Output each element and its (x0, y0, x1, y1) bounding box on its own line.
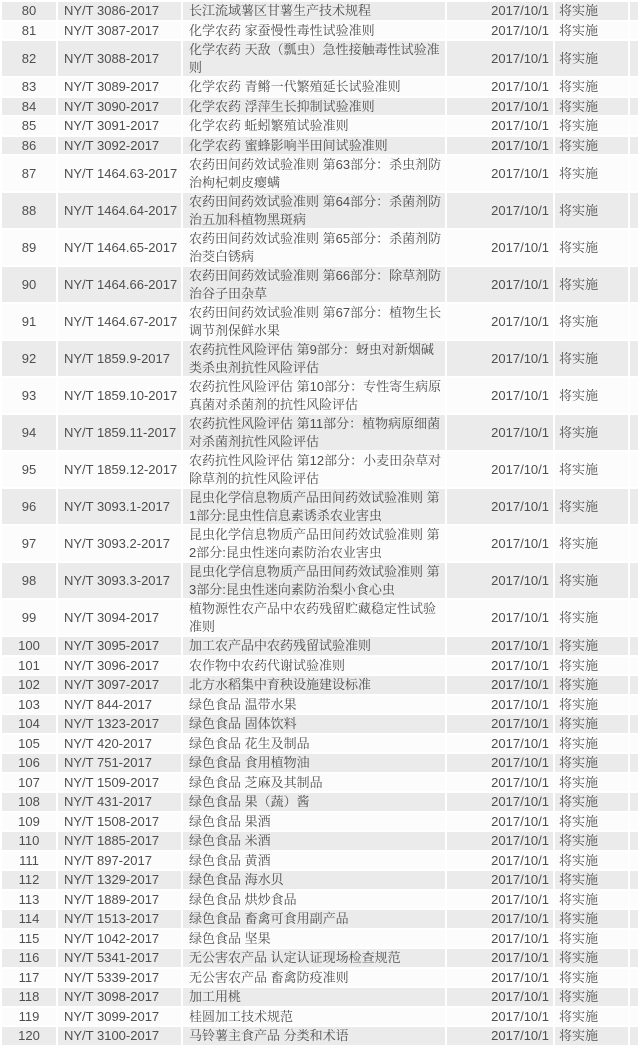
spacer-cell (630, 637, 638, 655)
standard-name-cell: 桂圆加工技术规范 (183, 1008, 445, 1026)
spacer-cell (630, 910, 638, 928)
standard-code-cell: NY/T 751-2017 (58, 754, 181, 772)
status-cell: 将实施 (555, 193, 628, 228)
status-cell: 将实施 (555, 891, 628, 909)
table-row (2, 715, 638, 733)
status-cell: 将实施 (555, 341, 628, 376)
table-row (2, 774, 638, 792)
effective-date-cell: 2017/10/1 (447, 341, 553, 376)
effective-date-cell: 2017/10/1 (447, 41, 553, 76)
spacer-cell (630, 969, 638, 987)
effective-date-cell: 2017/10/1 (447, 813, 553, 831)
spacer-cell (630, 676, 638, 694)
spacer-cell (630, 304, 638, 339)
standard-name-cell: 绿色食品 畜禽可食用副产品 (183, 910, 445, 928)
standard-name-cell: 农药田间药效试验准则 第63部分：杀虫剂防治枸杞刺皮瘿螨 (183, 156, 445, 191)
table-row (2, 193, 638, 228)
effective-date-cell: 2017/10/1 (447, 230, 553, 265)
row-index-cell: 102 (2, 676, 56, 694)
standard-code-cell: NY/T 1464.63-2017 (58, 156, 181, 191)
row-index-cell: 109 (2, 813, 56, 831)
status-cell: 将实施 (555, 832, 628, 850)
spacer-cell (630, 22, 638, 40)
table-row (2, 600, 638, 635)
standard-name-cell: 昆虫化学信息物质产品田间药效试验准则 第3部分:昆虫性迷向素防治梨小食心虫 (183, 563, 445, 598)
spacer-cell (630, 98, 638, 116)
table-row (2, 871, 638, 889)
row-index-cell: 118 (2, 988, 56, 1006)
standard-code-cell: NY/T 3098-2017 (58, 988, 181, 1006)
effective-date-cell: 2017/10/1 (447, 117, 553, 135)
table-row (2, 22, 638, 40)
spacer-cell (630, 415, 638, 450)
effective-date-cell: 2017/10/1 (447, 930, 553, 948)
table-row (2, 452, 638, 487)
effective-date-cell: 2017/10/1 (447, 891, 553, 909)
row-index-cell: 83 (2, 78, 56, 96)
spacer-cell (630, 1027, 638, 1045)
table-row (2, 78, 638, 96)
spacer-cell (630, 117, 638, 135)
status-cell: 将实施 (555, 696, 628, 714)
standard-name-cell: 化学农药 蜜蜂影响半田间试验准则 (183, 137, 445, 155)
effective-date-cell: 2017/10/1 (447, 949, 553, 967)
standard-name-cell: 绿色食品 芝麻及其制品 (183, 774, 445, 792)
standard-code-cell: NY/T 3092-2017 (58, 137, 181, 155)
spacer-cell (630, 1008, 638, 1026)
status-cell: 将实施 (555, 715, 628, 733)
row-index-cell: 108 (2, 793, 56, 811)
spacer-cell (630, 891, 638, 909)
standard-code-cell: NY/T 3091-2017 (58, 117, 181, 135)
status-cell: 将实施 (555, 871, 628, 889)
spacer-cell (630, 341, 638, 376)
standard-name-cell: 化学农药 家蚕慢性毒性试验准则 (183, 22, 445, 40)
standard-name-cell: 农药抗性风险评估 第11部分：植物病原细菌对杀菌剂抗性风险评估 (183, 415, 445, 450)
spacer-cell (630, 754, 638, 772)
standard-code-cell: NY/T 420-2017 (58, 735, 181, 753)
table-row (2, 754, 638, 772)
status-cell: 将实施 (555, 378, 628, 413)
standard-code-cell: NY/T 3093.1-2017 (58, 489, 181, 524)
table-row (2, 41, 638, 76)
standard-name-cell: 北方水稻集中育秧设施建设标准 (183, 676, 445, 694)
status-cell: 将实施 (555, 930, 628, 948)
standard-code-cell: NY/T 3093.2-2017 (58, 526, 181, 561)
effective-date-cell: 2017/10/1 (447, 637, 553, 655)
standard-name-cell: 绿色食品 食用植物油 (183, 754, 445, 772)
standard-code-cell: NY/T 3090-2017 (58, 98, 181, 116)
effective-date-cell: 2017/10/1 (447, 969, 553, 987)
table-row (2, 98, 638, 116)
standard-name-cell: 农药田间药效试验准则 第64部分：杀菌剂防治五加科植物黑斑病 (183, 193, 445, 228)
effective-date-cell: 2017/10/1 (447, 735, 553, 753)
status-cell: 将实施 (555, 78, 628, 96)
status-cell: 将实施 (555, 98, 628, 116)
table-row (2, 378, 638, 413)
standard-code-cell: NY/T 3094-2017 (58, 600, 181, 635)
table-row (2, 949, 638, 967)
effective-date-cell: 2017/10/1 (447, 415, 553, 450)
row-index-cell: 100 (2, 637, 56, 655)
status-cell: 将实施 (555, 793, 628, 811)
standard-name-cell: 植物源性农产品中农药残留贮藏稳定性试验准则 (183, 600, 445, 635)
standard-name-cell: 化学农药 青鳉一代繁殖延长试验准则 (183, 78, 445, 96)
row-index-cell: 110 (2, 832, 56, 850)
table-row (2, 676, 638, 694)
row-index-cell: 90 (2, 267, 56, 302)
status-cell: 将实施 (555, 852, 628, 870)
effective-date-cell: 2017/10/1 (447, 657, 553, 675)
standard-code-cell: NY/T 3087-2017 (58, 22, 181, 40)
spacer-cell (630, 563, 638, 598)
status-cell: 将实施 (555, 267, 628, 302)
row-index-cell: 93 (2, 378, 56, 413)
row-index-cell: 82 (2, 41, 56, 76)
spacer-cell (630, 193, 638, 228)
standard-code-cell: NY/T 1513-2017 (58, 910, 181, 928)
table-row (2, 969, 638, 987)
spacer-cell (630, 715, 638, 733)
row-index-cell: 96 (2, 489, 56, 524)
status-cell: 将实施 (555, 637, 628, 655)
effective-date-cell: 2017/10/1 (447, 378, 553, 413)
table-row (2, 1027, 638, 1045)
status-cell: 将实施 (555, 22, 628, 40)
status-cell: 将实施 (555, 949, 628, 967)
standard-name-cell: 绿色食品 海水贝 (183, 871, 445, 889)
standard-code-cell: NY/T 1859.10-2017 (58, 378, 181, 413)
spacer-cell (630, 696, 638, 714)
status-cell: 将实施 (555, 988, 628, 1006)
standard-name-cell: 绿色食品 黄酒 (183, 852, 445, 870)
standard-code-cell: NY/T 1889-2017 (58, 891, 181, 909)
table-row (2, 2, 638, 20)
spacer-cell (630, 2, 638, 20)
spacer-cell (630, 793, 638, 811)
standards-table-body (2, 2, 638, 1045)
standard-name-cell: 农药田间药效试验准则 第65部分：杀菌剂防治茭白锈病 (183, 230, 445, 265)
spacer-cell (630, 871, 638, 889)
row-index-cell: 81 (2, 22, 56, 40)
standard-code-cell: NY/T 3089-2017 (58, 78, 181, 96)
effective-date-cell: 2017/10/1 (447, 832, 553, 850)
standard-code-cell: NY/T 1329-2017 (58, 871, 181, 889)
standard-code-cell: NY/T 844-2017 (58, 696, 181, 714)
table-row (2, 1008, 638, 1026)
spacer-cell (630, 813, 638, 831)
standard-name-cell: 加工农产品中农药残留试验准则 (183, 637, 445, 655)
status-cell: 将实施 (555, 304, 628, 339)
row-index-cell: 84 (2, 98, 56, 116)
spacer-cell (630, 735, 638, 753)
standard-code-cell: NY/T 1464.64-2017 (58, 193, 181, 228)
table-row (2, 891, 638, 909)
status-cell: 将实施 (555, 563, 628, 598)
status-cell: 将实施 (555, 41, 628, 76)
effective-date-cell: 2017/10/1 (447, 600, 553, 635)
row-index-cell: 115 (2, 930, 56, 948)
table-row (2, 832, 638, 850)
table-row (2, 137, 638, 155)
standard-code-cell: NY/T 5339-2017 (58, 969, 181, 987)
row-index-cell: 87 (2, 156, 56, 191)
row-index-cell: 103 (2, 696, 56, 714)
effective-date-cell: 2017/10/1 (447, 563, 553, 598)
effective-date-cell: 2017/10/1 (447, 526, 553, 561)
effective-date-cell: 2017/10/1 (447, 489, 553, 524)
row-index-cell: 106 (2, 754, 56, 772)
effective-date-cell: 2017/10/1 (447, 304, 553, 339)
row-index-cell: 99 (2, 600, 56, 635)
standard-name-cell: 农药田间药效试验准则 第66部分：除草剂防治谷子田杂草 (183, 267, 445, 302)
standard-name-cell: 无公害农产品 畜禽防疫准则 (183, 969, 445, 987)
standard-code-cell: NY/T 1464.66-2017 (58, 267, 181, 302)
standard-code-cell: NY/T 3096-2017 (58, 657, 181, 675)
effective-date-cell: 2017/10/1 (447, 715, 553, 733)
effective-date-cell: 2017/10/1 (447, 910, 553, 928)
spacer-cell (630, 852, 638, 870)
status-cell: 将实施 (555, 774, 628, 792)
effective-date-cell: 2017/10/1 (447, 774, 553, 792)
effective-date-cell: 2017/10/1 (447, 1008, 553, 1026)
spacer-cell (630, 78, 638, 96)
row-index-cell: 98 (2, 563, 56, 598)
status-cell: 将实施 (555, 813, 628, 831)
spacer-cell (630, 452, 638, 487)
spacer-cell (630, 526, 638, 561)
status-cell: 将实施 (555, 676, 628, 694)
standard-code-cell: NY/T 3093.3-2017 (58, 563, 181, 598)
spacer-cell (630, 156, 638, 191)
spacer-cell (630, 930, 638, 948)
effective-date-cell: 2017/10/1 (447, 452, 553, 487)
row-index-cell: 94 (2, 415, 56, 450)
standard-name-cell: 农药抗性风险评估 第12部分：小麦田杂草对除草剂的抗性风险评估 (183, 452, 445, 487)
effective-date-cell: 2017/10/1 (447, 78, 553, 96)
standard-name-cell: 化学农药 浮萍生长抑制试验准则 (183, 98, 445, 116)
standard-code-cell: NY/T 3086-2017 (58, 2, 181, 20)
spacer-cell (630, 41, 638, 76)
effective-date-cell: 2017/10/1 (447, 137, 553, 155)
effective-date-cell: 2017/10/1 (447, 676, 553, 694)
table-row (2, 930, 638, 948)
standard-code-cell: NY/T 5341-2017 (58, 949, 181, 967)
standard-code-cell: NY/T 1509-2017 (58, 774, 181, 792)
table-row (2, 117, 638, 135)
status-cell: 将实施 (555, 600, 628, 635)
effective-date-cell: 2017/10/1 (447, 267, 553, 302)
status-cell: 将实施 (555, 1008, 628, 1026)
standard-code-cell: NY/T 1464.65-2017 (58, 230, 181, 265)
standard-name-cell: 无公害农产品 认定认证现场检查规范 (183, 949, 445, 967)
effective-date-cell: 2017/10/1 (447, 793, 553, 811)
effective-date-cell: 2017/10/1 (447, 98, 553, 116)
table-row (2, 852, 638, 870)
table-row (2, 657, 638, 675)
standard-code-cell: NY/T 1042-2017 (58, 930, 181, 948)
standard-name-cell: 绿色食品 花生及制品 (183, 735, 445, 753)
row-index-cell: 89 (2, 230, 56, 265)
effective-date-cell: 2017/10/1 (447, 696, 553, 714)
table-row (2, 526, 638, 561)
status-cell: 将实施 (555, 735, 628, 753)
standard-code-cell: NY/T 1859.9-2017 (58, 341, 181, 376)
standard-code-cell: NY/T 1859.11-2017 (58, 415, 181, 450)
standard-code-cell: NY/T 3100-2017 (58, 1027, 181, 1045)
spacer-cell (630, 378, 638, 413)
spacer-cell (630, 774, 638, 792)
row-index-cell: 113 (2, 891, 56, 909)
row-index-cell: 97 (2, 526, 56, 561)
status-cell: 将实施 (555, 489, 628, 524)
row-index-cell: 88 (2, 193, 56, 228)
standard-name-cell: 化学农药 蚯蚓繁殖试验准则 (183, 117, 445, 135)
effective-date-cell: 2017/10/1 (447, 852, 553, 870)
status-cell: 将实施 (555, 137, 628, 155)
row-index-cell: 116 (2, 949, 56, 967)
status-cell: 将实施 (555, 910, 628, 928)
row-index-cell: 112 (2, 871, 56, 889)
spacer-cell (630, 949, 638, 967)
table-row (2, 793, 638, 811)
standard-name-cell: 化学农药 天敌（瓢虫）急性接触毒性试验准则 (183, 41, 445, 76)
standard-name-cell: 农药抗性风险评估 第9部分：蚜虫对新烟碱类杀虫剂抗性风险评估 (183, 341, 445, 376)
standard-name-cell: 绿色食品 固体饮料 (183, 715, 445, 733)
table-row (2, 267, 638, 302)
table-row (2, 156, 638, 191)
row-index-cell: 80 (2, 2, 56, 20)
status-cell: 将实施 (555, 657, 628, 675)
standard-code-cell: NY/T 1323-2017 (58, 715, 181, 733)
status-cell: 将实施 (555, 526, 628, 561)
status-cell: 将实施 (555, 1027, 628, 1045)
standard-code-cell: NY/T 897-2017 (58, 852, 181, 870)
row-index-cell: 85 (2, 117, 56, 135)
spacer-cell (630, 267, 638, 302)
standard-name-cell: 绿色食品 果（蔬）酱 (183, 793, 445, 811)
table-row (2, 304, 638, 339)
table-row (2, 563, 638, 598)
effective-date-cell: 2017/10/1 (447, 193, 553, 228)
status-cell: 将实施 (555, 969, 628, 987)
standard-name-cell: 昆虫化学信息物质产品田间药效试验准则 第2部分:昆虫性迷向素防治农业害虫 (183, 526, 445, 561)
row-index-cell: 119 (2, 1008, 56, 1026)
spacer-cell (630, 137, 638, 155)
table-row (2, 415, 638, 450)
status-cell: 将实施 (555, 415, 628, 450)
row-index-cell: 104 (2, 715, 56, 733)
standard-code-cell: NY/T 3088-2017 (58, 41, 181, 76)
table-row (2, 735, 638, 753)
table-row (2, 341, 638, 376)
spacer-cell (630, 230, 638, 265)
row-index-cell: 91 (2, 304, 56, 339)
effective-date-cell: 2017/10/1 (447, 2, 553, 20)
effective-date-cell: 2017/10/1 (447, 871, 553, 889)
table-row (2, 910, 638, 928)
row-index-cell: 111 (2, 852, 56, 870)
spacer-cell (630, 657, 638, 675)
effective-date-cell: 2017/10/1 (447, 1027, 553, 1045)
status-cell: 将实施 (555, 117, 628, 135)
standard-name-cell: 加工用桃 (183, 988, 445, 1006)
effective-date-cell: 2017/10/1 (447, 22, 553, 40)
status-cell: 将实施 (555, 156, 628, 191)
standard-code-cell: NY/T 3095-2017 (58, 637, 181, 655)
table-row (2, 637, 638, 655)
standard-name-cell: 绿色食品 坚果 (183, 930, 445, 948)
row-index-cell: 86 (2, 137, 56, 155)
table-row (2, 813, 638, 831)
row-index-cell: 92 (2, 341, 56, 376)
standard-code-cell: NY/T 3097-2017 (58, 676, 181, 694)
status-cell: 将实施 (555, 452, 628, 487)
row-index-cell: 95 (2, 452, 56, 487)
standard-name-cell: 农药田间药效试验准则 第67部分：植物生长调节剂保鲜水果 (183, 304, 445, 339)
spacer-cell (630, 832, 638, 850)
effective-date-cell: 2017/10/1 (447, 754, 553, 772)
standard-name-cell: 绿色食品 米酒 (183, 832, 445, 850)
standard-name-cell: 绿色食品 烘炒食品 (183, 891, 445, 909)
spacer-cell (630, 489, 638, 524)
effective-date-cell: 2017/10/1 (447, 988, 553, 1006)
standard-name-cell: 农药抗性风险评估 第10部分：专性寄生病原真菌对杀菌剂的抗性风险评估 (183, 378, 445, 413)
spacer-cell (630, 600, 638, 635)
row-index-cell: 101 (2, 657, 56, 675)
row-index-cell: 105 (2, 735, 56, 753)
standard-name-cell: 马铃薯主食产品 分类和术语 (183, 1027, 445, 1045)
standard-code-cell: NY/T 431-2017 (58, 793, 181, 811)
standard-name-cell: 长江流域薯区甘薯生产技术规程 (183, 2, 445, 20)
standard-name-cell: 绿色食品 果酒 (183, 813, 445, 831)
standard-name-cell: 昆虫化学信息物质产品田间药效试验准则 第1部分:昆虫性信息素诱杀农业害虫 (183, 489, 445, 524)
standard-code-cell: NY/T 1508-2017 (58, 813, 181, 831)
row-index-cell: 120 (2, 1027, 56, 1045)
standard-code-cell: NY/T 1464.67-2017 (58, 304, 181, 339)
standard-code-cell: NY/T 1885-2017 (58, 832, 181, 850)
standard-name-cell: 农作物中农药代谢试验准则 (183, 657, 445, 675)
status-cell: 将实施 (555, 754, 628, 772)
standard-code-cell: NY/T 3099-2017 (58, 1008, 181, 1026)
standard-code-cell: NY/T 1859.12-2017 (58, 452, 181, 487)
row-index-cell: 117 (2, 969, 56, 987)
status-cell: 将实施 (555, 230, 628, 265)
row-index-cell: 107 (2, 774, 56, 792)
table-row (2, 988, 638, 1006)
standard-name-cell: 绿色食品 温带水果 (183, 696, 445, 714)
status-cell: 将实施 (555, 2, 628, 20)
table-row (2, 230, 638, 265)
table-row (2, 489, 638, 524)
table-row (2, 696, 638, 714)
effective-date-cell: 2017/10/1 (447, 156, 553, 191)
row-index-cell: 114 (2, 910, 56, 928)
spacer-cell (630, 988, 638, 1006)
